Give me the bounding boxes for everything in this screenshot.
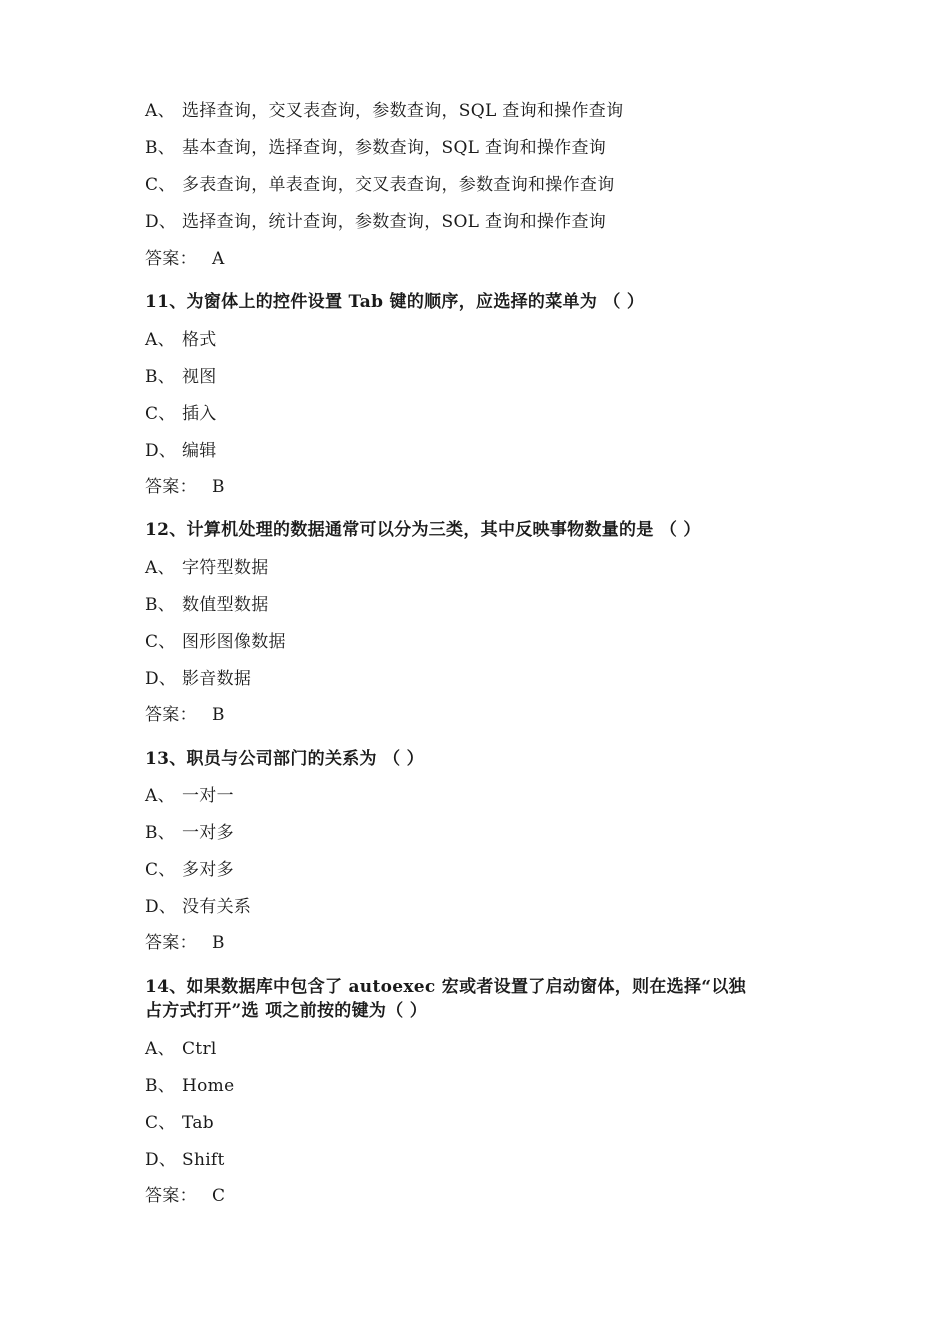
option-letter: A、 [145,558,175,578]
option-line [145,99,623,123]
option-text: 插入 [182,404,217,424]
answer-line [145,247,225,271]
option-text: 影音数据 [182,669,252,689]
option-text: 一对多 [182,823,234,843]
option-text: 没有关系 [182,897,252,917]
option-letter: B、 [145,823,176,843]
option-text: 图形图像数据 [182,632,286,652]
answer-line [145,1184,225,1208]
option-letter: B、 [145,367,176,387]
option-line [145,858,234,882]
option-letter: D、 [145,1150,177,1170]
question-title: 12、计算机处理的数据通常可以分为三类，其中反映事物数量的是 （ ） [145,520,701,540]
option-letter: D、 [145,669,177,689]
option-letter: C、 [145,632,176,652]
option-line [145,365,217,389]
option-text: Tab [182,1113,214,1133]
option-letter: A、 [145,330,175,350]
answer-line [145,931,225,955]
answer-value: B [212,477,225,497]
option-line [145,1037,217,1061]
option-letter: B、 [145,1076,176,1096]
option-line [145,402,217,426]
option-text: 基本查询，选择查询，参数查询，SQL 查询和操作查询 [182,138,607,158]
option-line [145,328,217,352]
option-text: 字符型数据 [182,558,269,578]
option-line [145,667,251,691]
option-line [145,784,234,808]
option-text: 格式 [182,330,217,350]
option-text: 视图 [182,367,217,387]
answer-label: 答案： [145,477,197,497]
option-letter: D、 [145,441,177,461]
option-text: 多对多 [182,860,234,880]
option-letter: C、 [145,1113,176,1133]
option-text: Ctrl [182,1039,217,1059]
option-letter: B、 [145,138,176,158]
question-title: 13、职员与公司部门的关系为 （ ） [145,749,424,769]
answer-label: 答案： [145,705,197,725]
option-text: 编辑 [182,441,217,461]
option-text: 数值型数据 [182,595,269,615]
option-letter: C、 [145,404,176,424]
option-letter: A、 [145,101,175,121]
option-line [145,1074,234,1098]
question-title: 14、如果数据库中包含了 autoexec 宏或者设置了启动窗体，则在选择“以独 [145,977,746,997]
option-line [145,895,251,919]
question-title: 11、为窗体上的控件设置 Tab 键的顺序，应选择的菜单为 （ ） [145,292,645,312]
option-line [145,1148,225,1172]
question-title-continued: 占方式打开”选 项之前按的键为（ ） [145,1001,428,1021]
option-line [145,593,269,617]
option-letter: D、 [145,897,177,917]
answer-label: 答案： [145,1186,197,1206]
option-line [145,136,606,160]
option-text: 选择查询，统计查询，参数查询，SOL 查询和操作查询 [182,212,607,232]
option-line [145,210,606,234]
option-line [145,439,217,463]
answer-line [145,703,225,727]
option-letter: A、 [145,1039,175,1059]
answer-value: B [212,933,225,953]
answer-label: 答案： [145,933,197,953]
option-line [145,1111,214,1135]
option-text: 选择查询，交叉表查询，参数查询，SQL 查询和操作查询 [182,101,624,121]
answer-value: A [212,249,225,269]
option-line [145,821,234,845]
answer-label: 答案： [145,249,197,269]
option-line [145,173,615,197]
answer-line [145,475,225,499]
option-letter: A、 [145,786,175,806]
option-text: 一对一 [182,786,234,806]
option-text: Shift [182,1150,225,1170]
option-letter: C、 [145,860,176,880]
answer-value: C [212,1186,226,1206]
option-letter: D、 [145,212,177,232]
option-letter: B、 [145,595,176,615]
option-line [145,630,286,654]
option-line [145,556,269,580]
option-text: 多表查询，单表查询，交叉表查询，参数查询和操作查询 [182,175,615,195]
option-letter: C、 [145,175,176,195]
answer-value: B [212,705,225,725]
option-text: Home [182,1076,235,1096]
